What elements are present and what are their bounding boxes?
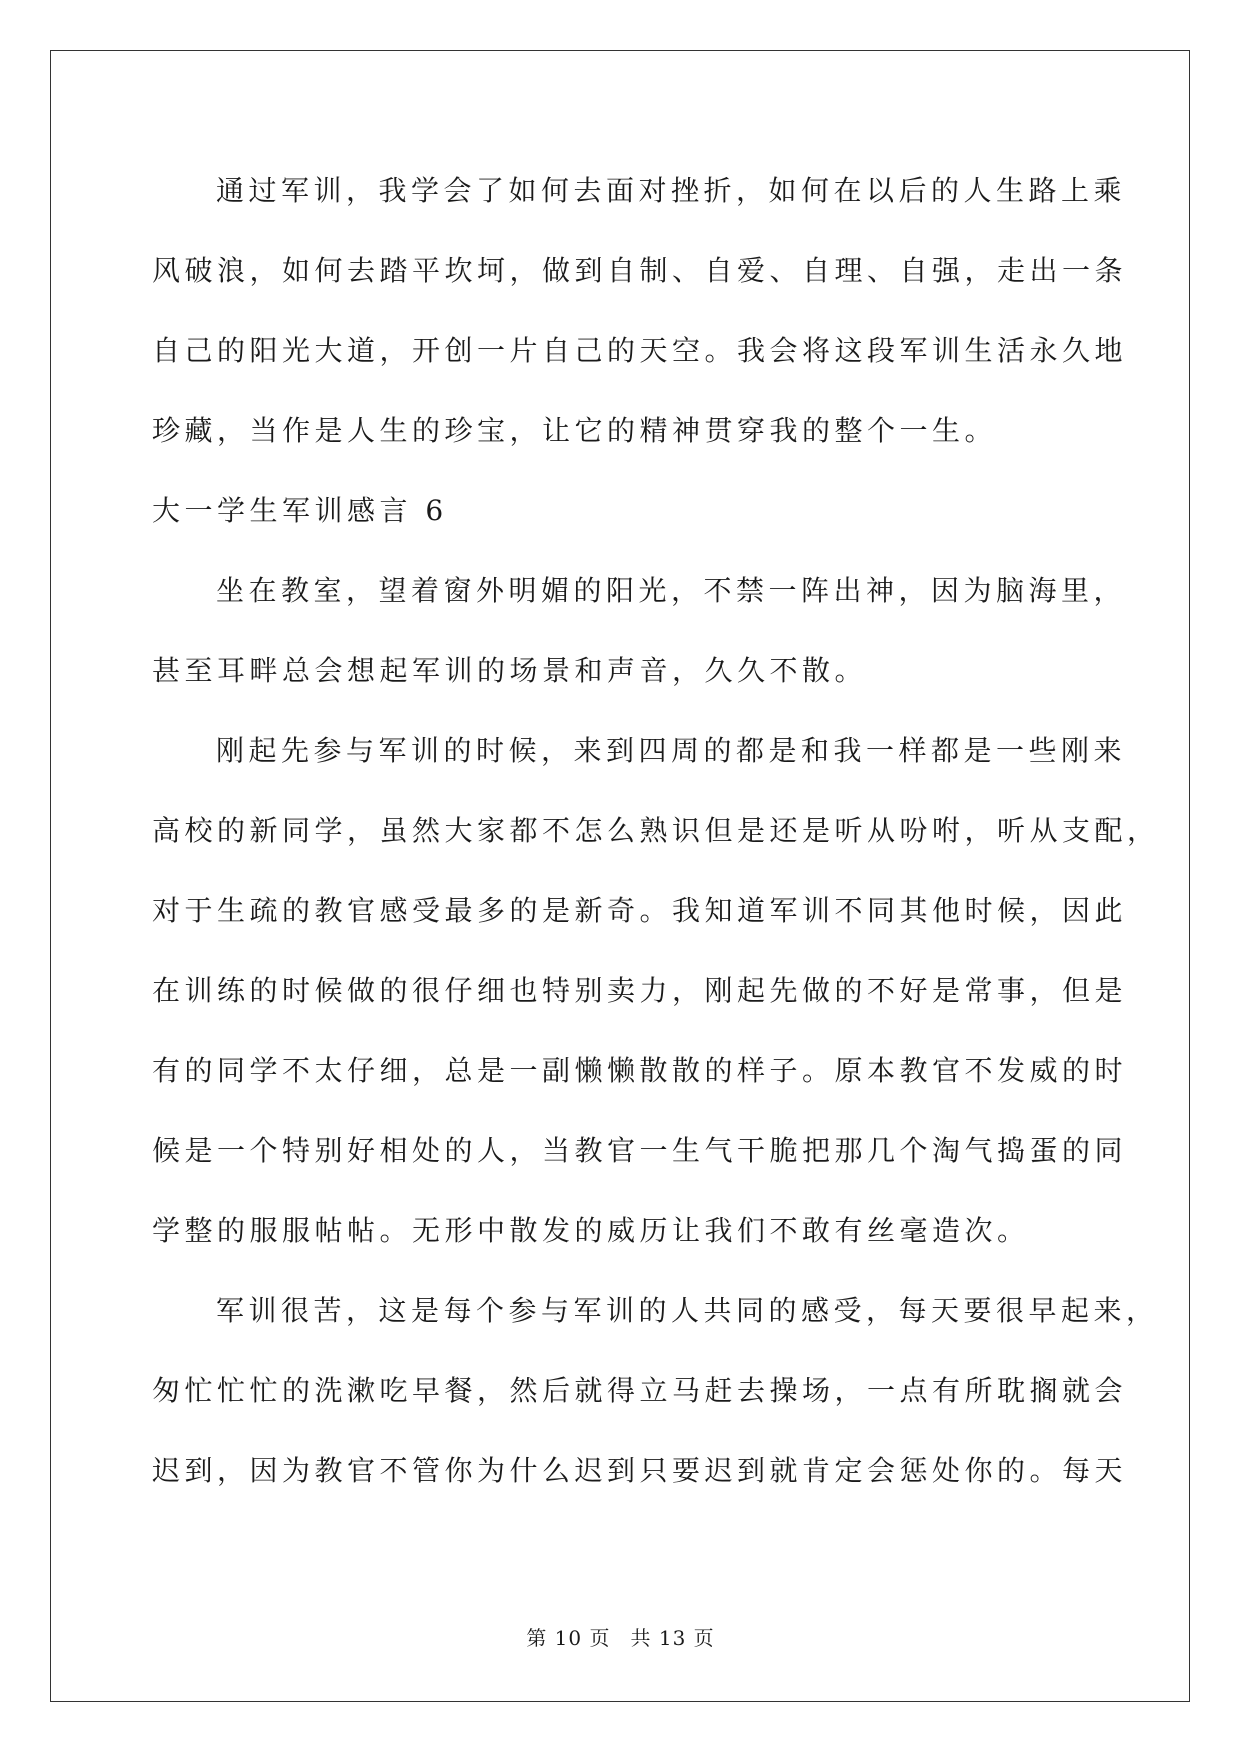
document-body <box>152 155 1160 1515</box>
paragraph-line: 坐在教室，望着窗外明媚的阳光，不禁一阵出神，因为脑海里， <box>216 574 1127 607</box>
paragraph-line: 自己的阳光大道，开创一片自己的天空。我会将这段军训生活永久地 <box>152 334 1128 367</box>
paragraph-line: 迟到，因为教官不管你为什么迟到只要迟到就肯定会惩处你的。每天 <box>152 1454 1128 1487</box>
page-footer <box>0 1622 1241 1651</box>
paragraph-line: 匆忙忙忙的洗漱吃早餐，然后就得立马赶去操场，一点有所耽搁就会 <box>152 1374 1128 1407</box>
paragraph-line: 高校的新同学，虽然大家都不怎么熟识但是还是听从吩咐，听从支配， <box>152 814 1160 847</box>
paragraph-line: 风破浪，如何去踏平坎坷，做到自制、自爱、自理、自强，走出一条 <box>152 254 1128 287</box>
paragraph-line: 有的同学不太仔细，总是一副懒懒散散的样子。原本教官不发威的时 <box>152 1054 1128 1087</box>
paragraph-line: 刚起先参与军训的时候，来到四周的都是和我一样都是一些刚来 <box>216 734 1127 767</box>
page-total: 共 13 页 <box>630 1626 715 1650</box>
section-heading: 大一学生军训感言 6 <box>152 494 448 527</box>
paragraph-line: 学整的服服帖帖。无形中散发的威历让我们不敢有丝毫造次。 <box>152 1214 1030 1247</box>
paragraph-line: 甚至耳畔总会想起军训的场景和声音，久久不散。 <box>152 654 868 687</box>
paragraph-line: 对于生疏的教官感受最多的是新奇。我知道军训不同其他时候，因此 <box>152 894 1128 927</box>
paragraph-line: 通过军训，我学会了如何去面对挫折，如何在以后的人生路上乘 <box>216 174 1127 207</box>
paragraph-line: 候是一个特别好相处的人，当教官一生气干脆把那几个淘气捣蛋的同 <box>152 1134 1128 1167</box>
page-number: 第 10 页 <box>526 1626 611 1650</box>
paragraph-line: 在训练的时候做的很仔细也特别卖力，刚起先做的不好是常事，但是 <box>152 974 1128 1007</box>
paragraph-line: 军训很苦，这是每个参与军训的人共同的感受，每天要很早起来， <box>216 1294 1159 1327</box>
paragraph-line: 珍藏，当作是人生的珍宝，让它的精神贯穿我的整个一生。 <box>152 414 998 447</box>
